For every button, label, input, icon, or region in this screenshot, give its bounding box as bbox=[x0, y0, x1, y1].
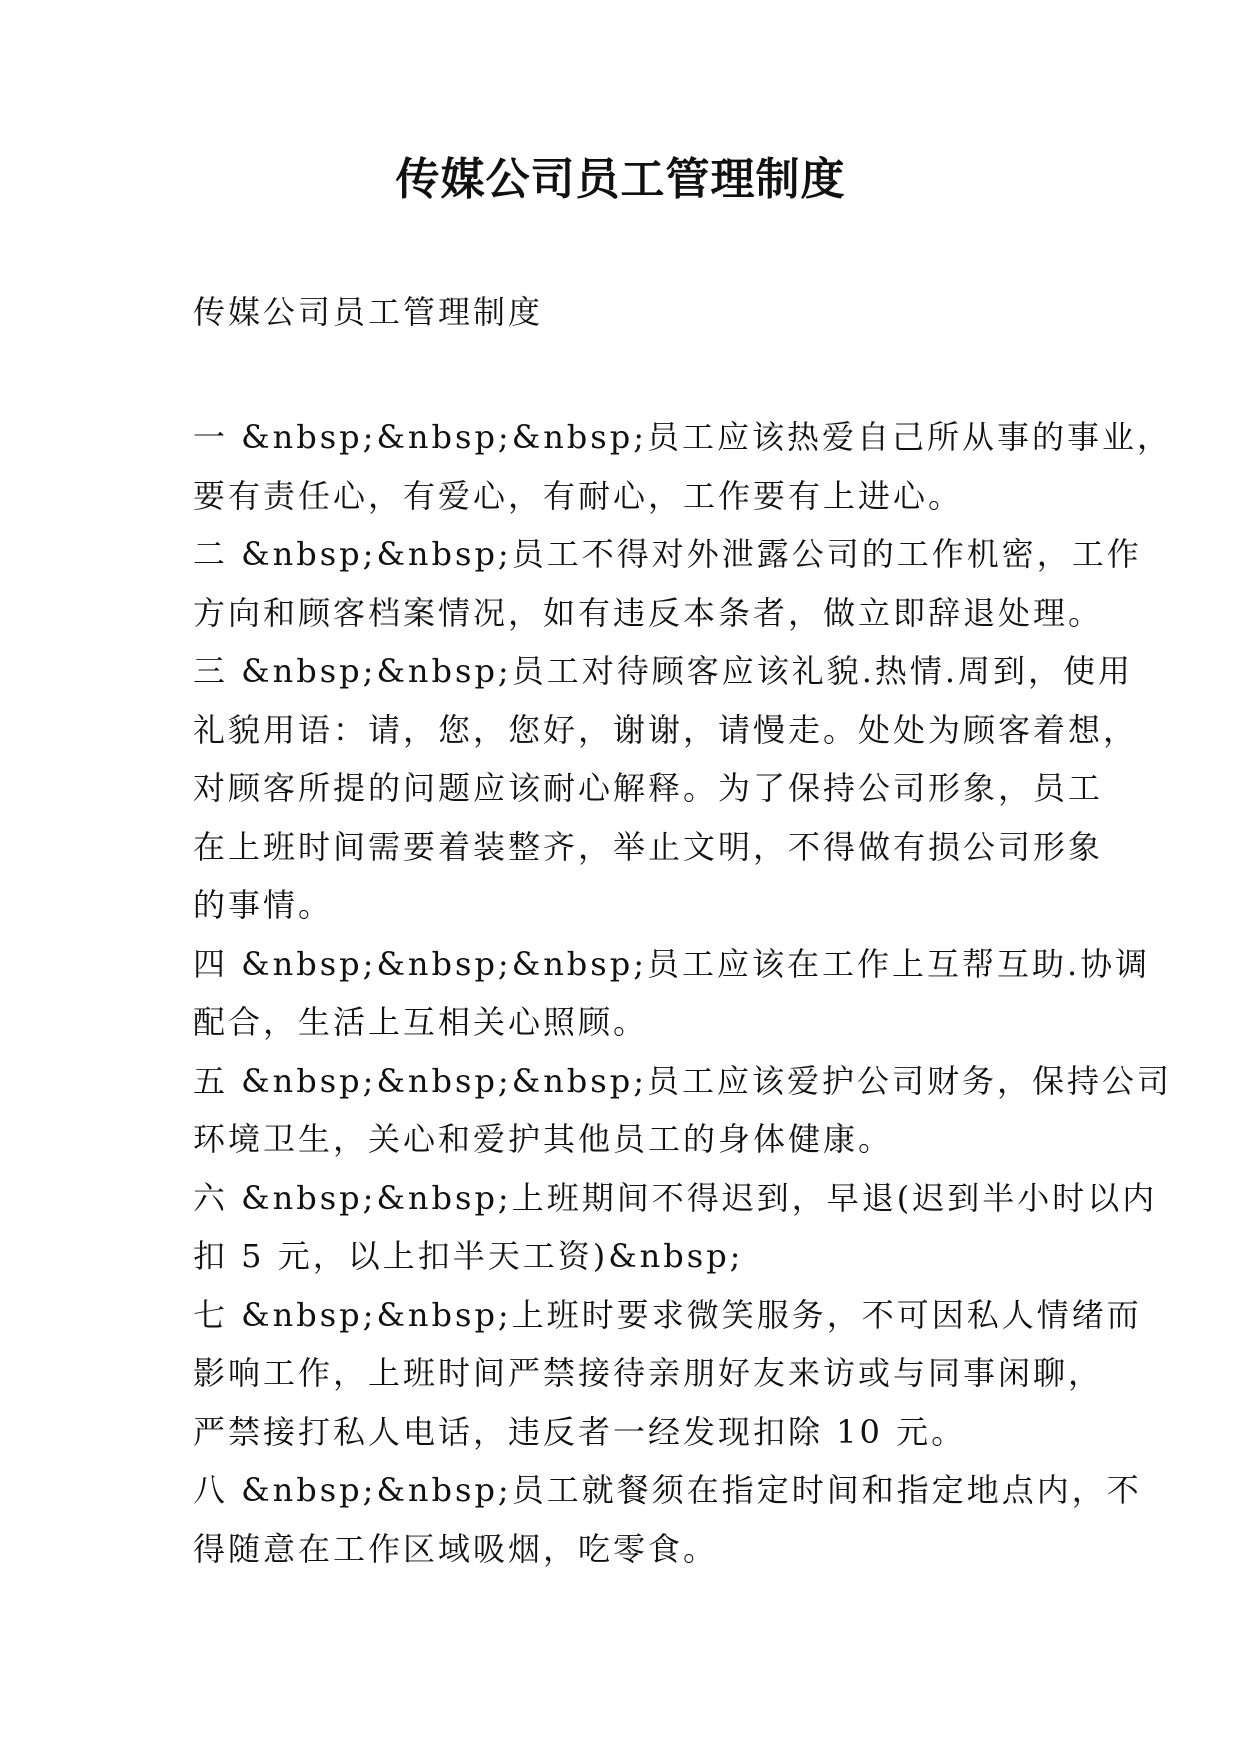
body-line: 五 &nbsp;&nbsp;&nbsp;员工应该爱护公司财务，保持公司 bbox=[193, 1061, 1172, 1100]
document-title: 传媒公司员工管理制度 bbox=[395, 154, 846, 205]
body-line: 礼貌用语：请，您，您好，谢谢，请慢走。处处为顾客着想， bbox=[193, 710, 1139, 749]
body-line: 方向和顾客档案情况，如有违反本条者，做立即辞退处理。 bbox=[193, 593, 1104, 632]
document-subtitle: 传媒公司员工管理制度 bbox=[193, 293, 544, 331]
body-line: 六 &nbsp;&nbsp;上班期间不得迟到，早退(迟到半小时以内 bbox=[193, 1178, 1158, 1217]
body-line: 要有责任心，有爱心，有耐心，工作要有上进心。 bbox=[193, 476, 964, 515]
body-line: 影响工作，上班时间严禁接待亲朋好友来访或与同事闲聊， bbox=[193, 1354, 1104, 1392]
body-line: 七 &nbsp;&nbsp;上班时要求微笑服务，不可因私人情绪而 bbox=[193, 1295, 1142, 1334]
body-line: 一 &nbsp;&nbsp;&nbsp;员工应该热爱自己所从事的事业， bbox=[193, 418, 1172, 456]
body-line: 环境卫生，关心和爱护其他员工的身体健康。 bbox=[193, 1120, 894, 1158]
body-line: 三 &nbsp;&nbsp;员工对待顾客应该礼貌.热情.周到，使用 bbox=[193, 652, 1134, 690]
body-line: 在上班时间需要着装整齐，举止文明，不得做有损公司形象 bbox=[193, 827, 1104, 866]
body-line: 对顾客所提的问题应该耐心解释。为了保持公司形象，员工 bbox=[193, 769, 1104, 807]
body-line: 配合，生活上互相关心照顾。 bbox=[193, 1003, 649, 1041]
document-body bbox=[193, 408, 1172, 1578]
body-line: 四 &nbsp;&nbsp;&nbsp;员工应该在工作上互帮互助.协调 bbox=[193, 944, 1151, 983]
body-line: 严禁接打私人电话，违反者一经发现扣除 10 元。 bbox=[193, 1412, 967, 1451]
body-line: 的事情。 bbox=[193, 886, 334, 924]
body-line: 八 &nbsp;&nbsp;员工就餐须在指定时间和指定地点内，不 bbox=[193, 1471, 1142, 1509]
body-line: 二 &nbsp;&nbsp;员工不得对外泄露公司的工作机密，工作 bbox=[193, 535, 1142, 573]
body-line: 得随意在工作区域吸烟，吃零食。 bbox=[193, 1529, 719, 1568]
body-line: 扣 5 元，以上扣半天工资)&nbsp; bbox=[193, 1237, 744, 1275]
